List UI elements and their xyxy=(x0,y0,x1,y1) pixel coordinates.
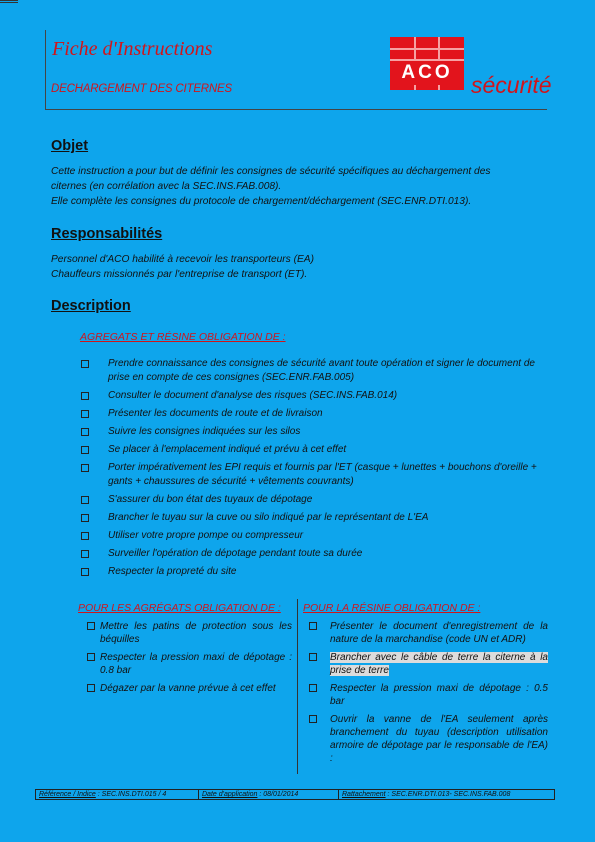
list-item: Dégazer par la vanne prévue à cet effet xyxy=(86,682,292,695)
footer-rattachement: Rattachement : SEC.ENR.DTI.013- SEC.INS.FAB.008 xyxy=(342,791,511,798)
resine-checklist xyxy=(308,620,548,770)
checkbox[interactable] xyxy=(309,622,317,630)
checkbox[interactable] xyxy=(87,622,95,630)
responsabilites-line: Personnel d'ACO habilité à recevoir les transporteurs (EA) xyxy=(51,254,314,265)
responsabilites-text xyxy=(51,252,551,282)
logo-wordmark: ACO xyxy=(390,61,464,85)
agregats-checklist xyxy=(86,620,292,700)
list-item: Brancher le tuyau sur la cuve ou silo indiqué par le représentant de L'EA xyxy=(80,511,550,525)
checkbox[interactable] xyxy=(81,410,89,418)
list-item: Ouvrir la vanne de l'EA seulement après branchement du tuyau (description utilisation armoire de dépotage par le responsable de l'EA) : xyxy=(308,713,548,765)
checkbox[interactable] xyxy=(309,653,317,661)
checkbox[interactable] xyxy=(81,428,89,436)
objet-line: Cette instruction a pour but de définir les consignes de sécurité spécifiques au déchargement des xyxy=(51,166,491,177)
list-item: Respecter la propreté du site xyxy=(80,565,550,579)
objet-line: Elle complète les consignes du protocole de chargement/déchargement (SEC.ENR.DTI.013). xyxy=(51,196,472,207)
list-item: Utiliser votre propre pompe ou compresseur xyxy=(80,529,550,543)
agregats-resine-obligation-heading: AGREGATS ET RÉSINE OBLIGATION DE : xyxy=(80,331,286,343)
checkbox[interactable] xyxy=(81,446,89,454)
objet-text xyxy=(51,164,551,209)
list-item: Mettre les patins de protection sous les béquilles xyxy=(86,620,292,646)
checkbox[interactable] xyxy=(81,550,89,558)
checkbox[interactable] xyxy=(309,715,317,723)
resine-obligation-heading: POUR LA RÉSINE OBLIGATION DE : xyxy=(303,602,481,614)
checkbox[interactable] xyxy=(81,514,89,522)
corner-mark xyxy=(0,0,18,3)
checkbox[interactable] xyxy=(81,392,89,400)
list-item: Présenter les documents de route et de livraison xyxy=(80,407,550,421)
list-item: Respecter la pression maxi de dépotage : 0.5 bar xyxy=(308,682,548,708)
list-item: Présenter le document d'enregistrement de la nature de la marchandise (code UN et ADR) xyxy=(308,620,548,646)
checkbox[interactable] xyxy=(81,568,89,576)
checkbox[interactable] xyxy=(87,684,95,692)
checkbox[interactable] xyxy=(87,653,95,661)
responsabilites-heading: Responsabilités xyxy=(51,226,163,242)
logo-tagline: sécurité xyxy=(471,72,552,98)
aco-logo xyxy=(390,37,464,90)
list-item: Consulter le document d'analyse des risques (SEC.INS.FAB.014) xyxy=(80,389,550,403)
list-item: Se placer à l'emplacement indiqué et prévu à cet effet xyxy=(80,443,550,457)
agregats-obligation-heading: POUR LES AGRÉGATS OBLIGATION DE : xyxy=(78,602,281,614)
list-item: S'assurer du bon état des tuyaux de dépotage xyxy=(80,493,550,507)
objet-heading: Objet xyxy=(51,138,89,154)
list-item: Prendre connaissance des consignes de sécurité avant toute opération et signer le document de prise en compte de ces consignes (SEC.ENR.FAB.005) xyxy=(80,357,550,385)
footer-reference: Référence / Indice : SEC.INS.DTI.015 / 4 xyxy=(36,790,199,799)
list-item: Suivre les consignes indiquées sur les silos xyxy=(80,425,550,439)
checkbox[interactable] xyxy=(81,496,89,504)
checkbox[interactable] xyxy=(81,360,89,368)
list-item: Respecter la pression maxi de dépotage : 0.8 bar xyxy=(86,651,292,677)
checkbox[interactable] xyxy=(81,464,89,472)
column-divider xyxy=(297,599,298,774)
objet-line: citernes (en corrélation avec la SEC.INS.FAB.008). xyxy=(51,181,282,192)
document-footer xyxy=(35,789,555,800)
description-heading: Description xyxy=(51,298,131,314)
list-item: Brancher avec le câble de terre la citerne à la prise de terre xyxy=(308,651,548,677)
checkbox[interactable] xyxy=(309,684,317,692)
document-title: Fiche d'Instructions xyxy=(52,38,213,60)
list-item: Surveiller l'opération de dépotage pendant toute sa durée xyxy=(80,547,550,561)
responsabilites-line: Chauffeurs missionnés par l'entreprise de transport (ET). xyxy=(51,269,308,280)
footer-date: Date d'application : 08/01/2014 xyxy=(199,790,339,799)
document-header xyxy=(45,30,552,110)
list-item: Porter impérativement les EPI requis et fournis par l'ET (casque + lunettes + bouchons d'oreille + gants + chaussures de sécurité + vêtements couvrants) xyxy=(80,461,550,489)
document-subtitle: DECHARGEMENT DES CITERNES xyxy=(51,83,232,95)
description-checklist xyxy=(80,357,550,583)
checkbox[interactable] xyxy=(81,532,89,540)
